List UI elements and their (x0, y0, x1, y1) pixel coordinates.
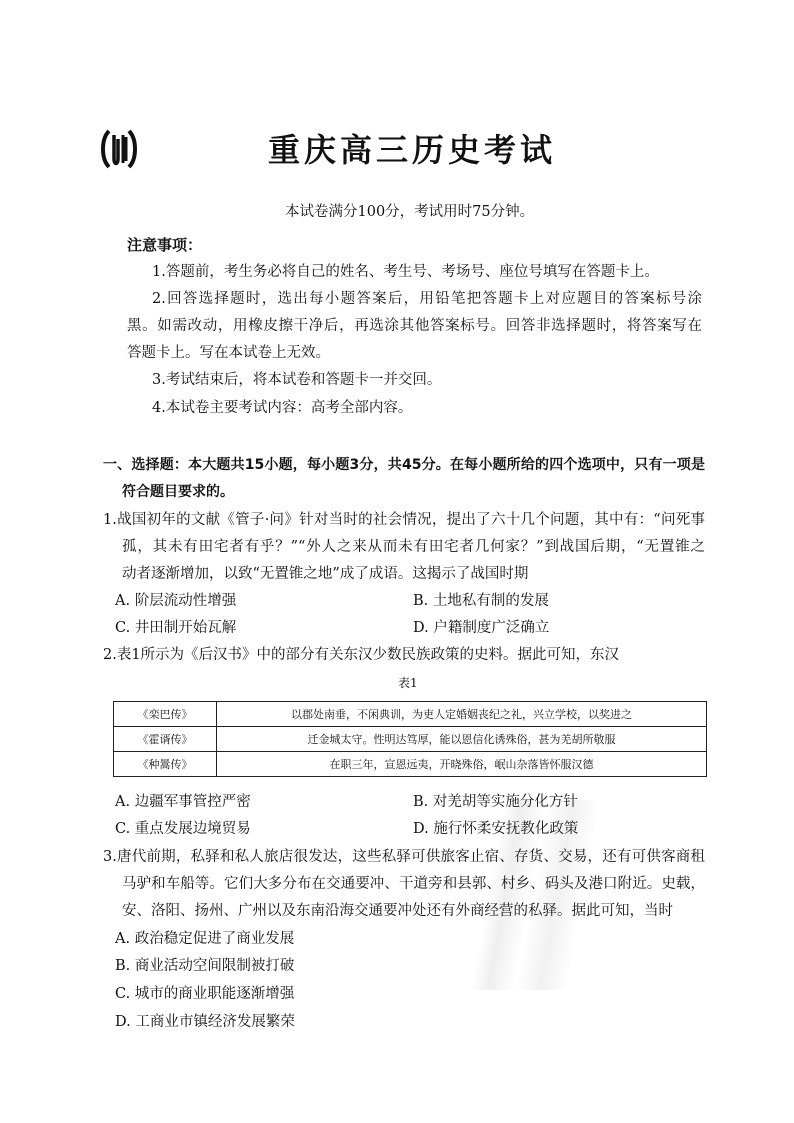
option-d[interactable]: D. 工商业市镇经济发展繁荣 (115, 1014, 295, 1030)
note-line: 4.本试卷主要考试内容：高考全部内容。 (152, 400, 413, 416)
question-text: 1.战国初年的文献《管子·问》针对当时的社会情况，提出了六十几个问题，其中有：“问死事 (103, 512, 705, 528)
page-title: 重庆高三历史考试 (268, 131, 557, 169)
scan-smudge (470, 800, 610, 990)
note-line: 3.考试结束后，将本试卷和答题卡一并交回。 (152, 372, 442, 388)
note-line: 1.答题前，考生务必将自己的姓名、考生号、考场号、座位号填写在答题卡上。 (152, 264, 659, 280)
question-text: 安、洛阳、扬州、广州以及东南沿海交通要冲处还有外商经营的私驿。据此可知，当时 (122, 903, 673, 919)
question-text: 3.唐代前期，私驿和私人旅店很发达，这些私驿可供旅客止宿、存货、交易，还有可供客商租 (103, 849, 705, 865)
option-d[interactable]: D. 户籍制度广泛确立 (413, 620, 550, 636)
notes-heading: 注意事项： (127, 236, 203, 254)
table-cell: 迁金城太守。性明达笃厚，能以恩信化诱殊俗，甚为羌胡所敬服 (217, 727, 707, 752)
question-text: 2.表1所示为《后汉书》中的部分有关东汉少数民族政策的史料。据此可知，东汉 (103, 647, 620, 663)
note-line: 答题卡上。写在本试卷上无效。 (127, 345, 330, 361)
table-row (114, 727, 707, 752)
table-cell: 以郡处南垂，不闲典训，为吏人定婚姻丧纪之礼，兴立学校，以奖进之 (217, 702, 707, 727)
table-row (114, 752, 707, 777)
section-heading: 符合题目要求的。 (122, 484, 234, 500)
table-cell: 《种暠传》 (114, 752, 217, 777)
source-table (113, 701, 707, 777)
table-row (114, 702, 707, 727)
option-a[interactable]: A. 政治稳定促进了商业发展 (115, 931, 295, 947)
option-b[interactable]: B. 商业活动空间限制被打破 (115, 958, 295, 974)
question-text: 动者逐渐增加，以致“无置锥之地”成了成语。这揭示了战国时期 (122, 566, 529, 582)
option-b[interactable]: B. 对羌胡等实施分化方针 (413, 794, 578, 810)
section-heading: 一、选择题：本大题共15小题，每小题3分，共45分。在每小题所给的四个选项中，只有一项是 (103, 457, 705, 473)
option-c[interactable]: C. 重点发展边境贸易 (115, 821, 251, 837)
question-text: 孤，其未有田宅者有乎？”“外人之来从而未有田宅者几何家？”到战国后期，“无置锥之 (122, 539, 705, 555)
option-c[interactable]: C. 井田制开始瓦解 (115, 620, 237, 636)
table-caption: 表1 (398, 676, 418, 690)
logo-icon (100, 127, 138, 171)
note-line: 2.回答选择题时，选出每小题答案后，用铅笔把答题卡上对应题目的答案标号涂 (152, 291, 702, 307)
option-c[interactable]: C. 城市的商业职能逐渐增强 (115, 986, 295, 1002)
option-a[interactable]: A. 阶层流动性增强 (115, 593, 237, 609)
table-cell: 《栾巴传》 (114, 702, 217, 727)
exam-info: 本试卷满分100分，考试用时75分钟。 (285, 204, 535, 220)
option-a[interactable]: A. 边疆军事管控严密 (115, 794, 251, 810)
note-line: 黑。如需改动，用橡皮擦干净后，再选涂其他答案标号。回答非选择题时，将答案写在 (127, 318, 702, 334)
question-text: 马驴和车船等。它们大多分布在交通要冲、干道旁和县郭、村乡、码头及港口附近。史载， (122, 876, 705, 892)
table-cell: 在职三年，宣恩远夷，开晓殊俗，岷山杂落皆怀服汉德 (217, 752, 707, 777)
option-d[interactable]: D. 施行怀柔安抚教化政策 (413, 821, 579, 837)
table-cell: 《霍谞传》 (114, 727, 217, 752)
option-b[interactable]: B. 土地私有制的发展 (413, 593, 549, 609)
